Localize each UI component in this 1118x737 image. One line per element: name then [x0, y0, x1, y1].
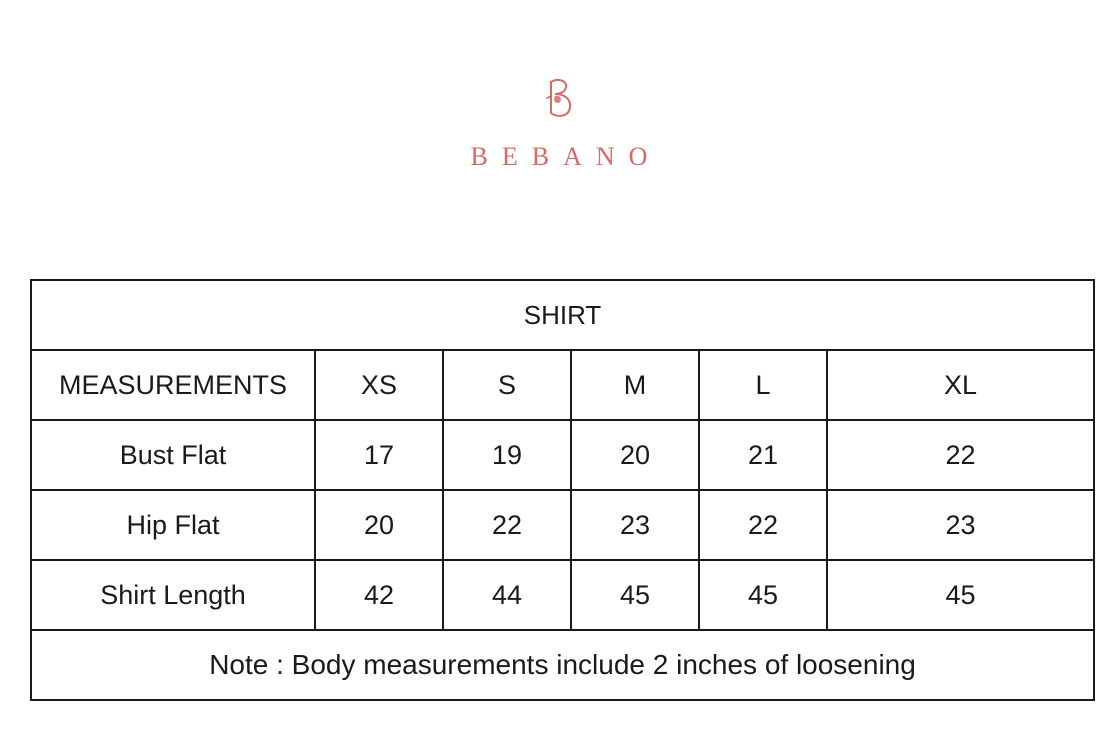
table-cell: 22 — [443, 490, 571, 560]
header-size-s: S — [443, 350, 571, 420]
table-cell: 44 — [443, 560, 571, 630]
table-cell: 21 — [699, 420, 827, 490]
table-cell: 23 — [571, 490, 699, 560]
row-label: Bust Flat — [31, 420, 315, 490]
header-measurements: MEASUREMENTS — [31, 350, 315, 420]
header-size-xs: XS — [315, 350, 443, 420]
header-size-xl: XL — [827, 350, 1094, 420]
table-cell: 17 — [315, 420, 443, 490]
table-cell: 45 — [827, 560, 1094, 630]
table-row — [31, 490, 1094, 560]
table-note-row — [31, 630, 1094, 700]
header-size-m: M — [571, 350, 699, 420]
table-title: SHIRT — [31, 280, 1094, 350]
table-cell: 19 — [443, 420, 571, 490]
table-header-row — [31, 350, 1094, 420]
brand-header — [0, 72, 1118, 172]
row-label: Shirt Length — [31, 560, 315, 630]
table-cell: 22 — [699, 490, 827, 560]
table-cell: 20 — [571, 420, 699, 490]
row-label: Hip Flat — [31, 490, 315, 560]
header-size-l: L — [699, 350, 827, 420]
table-cell: 23 — [827, 490, 1094, 560]
table-cell: 45 — [571, 560, 699, 630]
table-cell: 20 — [315, 490, 443, 560]
table-cell: 45 — [699, 560, 827, 630]
brand-name: BEBANO — [470, 142, 662, 171]
table-note: Note : Body measurements include 2 inches of loosening — [31, 630, 1094, 700]
table-cell: 22 — [827, 420, 1094, 490]
table-row — [31, 560, 1094, 630]
table-row — [31, 420, 1094, 490]
table-cell: 42 — [315, 560, 443, 630]
size-chart-table — [30, 279, 1095, 701]
table-title-row — [31, 280, 1094, 350]
bebano-logo-icon — [539, 72, 579, 128]
